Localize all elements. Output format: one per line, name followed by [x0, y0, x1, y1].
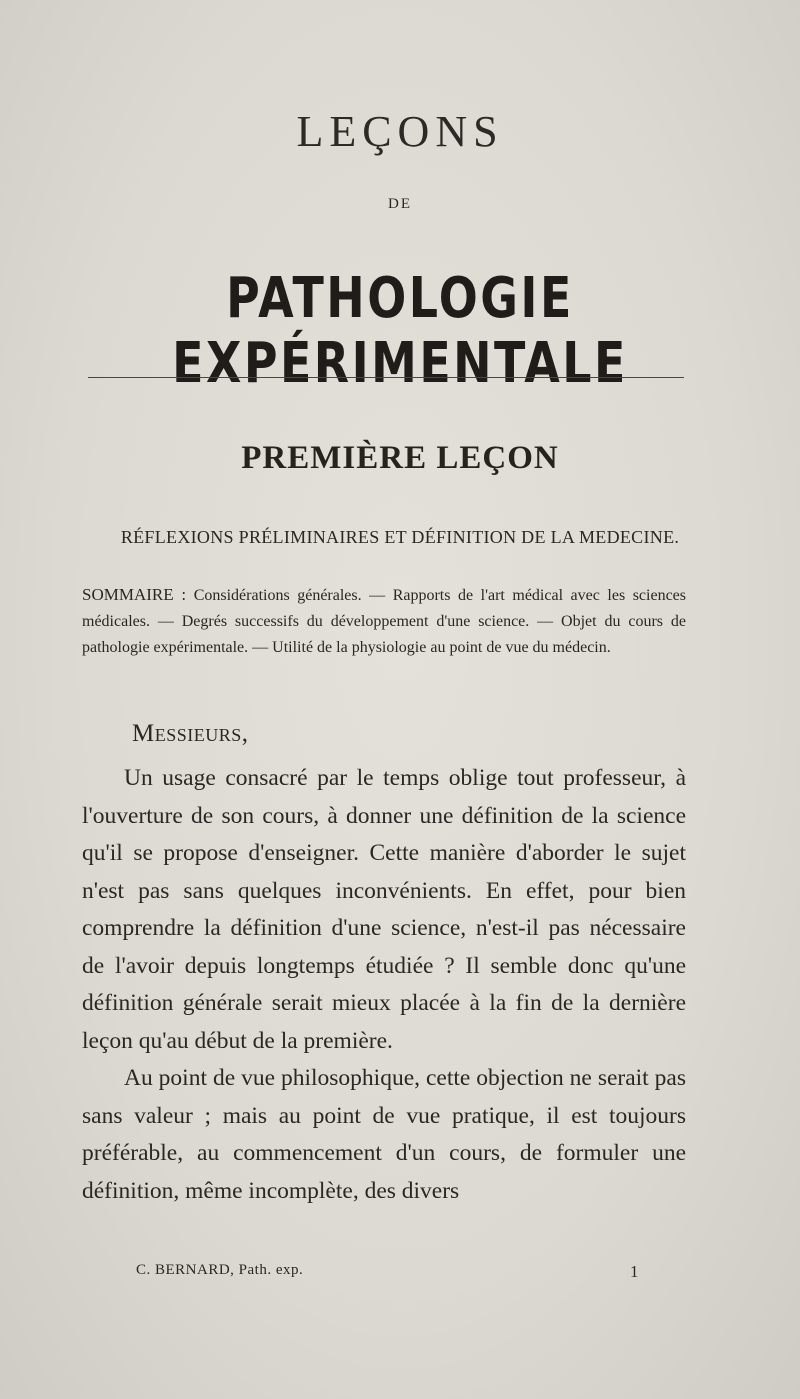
- salutation: Messieurs,: [132, 720, 249, 747]
- body-text: [82, 760, 686, 1210]
- sommaire-label: SOMMAIRE :: [82, 585, 187, 604]
- paragraph: Au point de vue philosophique, cette objection ne serait pas sans valeur ; mais au point de vue pratique, il est toujours préférable, au commencement d'un cours, de formuler une définition, même incomplète, des divers: [82, 1065, 686, 1204]
- page-number: 1: [630, 1262, 639, 1281]
- book-title-de: DE: [388, 196, 412, 212]
- sommaire: [82, 582, 686, 661]
- sommaire-text: Considérations générales. — Rapports de l'art médical avec les sciences médicales. — Degrés successifs du développement d'une science. — Objet du cours de pathologie expérimentale. — Utilité de la physiologie au point de vue du médecin.: [82, 587, 687, 656]
- footer-signature: C. BERNARD, Path. exp.: [136, 1262, 304, 1278]
- lecon-title: PREMIÈRE LEÇON: [241, 440, 559, 476]
- lecon-subtitle: RÉFLEXIONS PRÉLIMINAIRES ET DÉFINITION DE LA MEDECINE.: [120, 527, 680, 547]
- paragraph: Un usage consacré par le temps oblige tout professeur, à l'ouverture de son cours, à donner une définition de la science qu'il se propose d'enseigner. Cette manière d'aborder le sujet n'est pas sans quelques inconvénients. En effet, pour bien comprendre la définition d'une science, n'est-il pas nécessaire de l'avoir depuis longtemps étudiée ? Il semble donc qu'une définition générale serait mieux placée à la fin de la dernière leçon qu'au début de la première.: [82, 765, 686, 1054]
- book-title-pathologie: PATHOLOGIE EXPÉRIMENTALE: [172, 266, 628, 396]
- title-divider: [88, 377, 684, 378]
- book-title-lecons: LEÇONS: [296, 107, 504, 156]
